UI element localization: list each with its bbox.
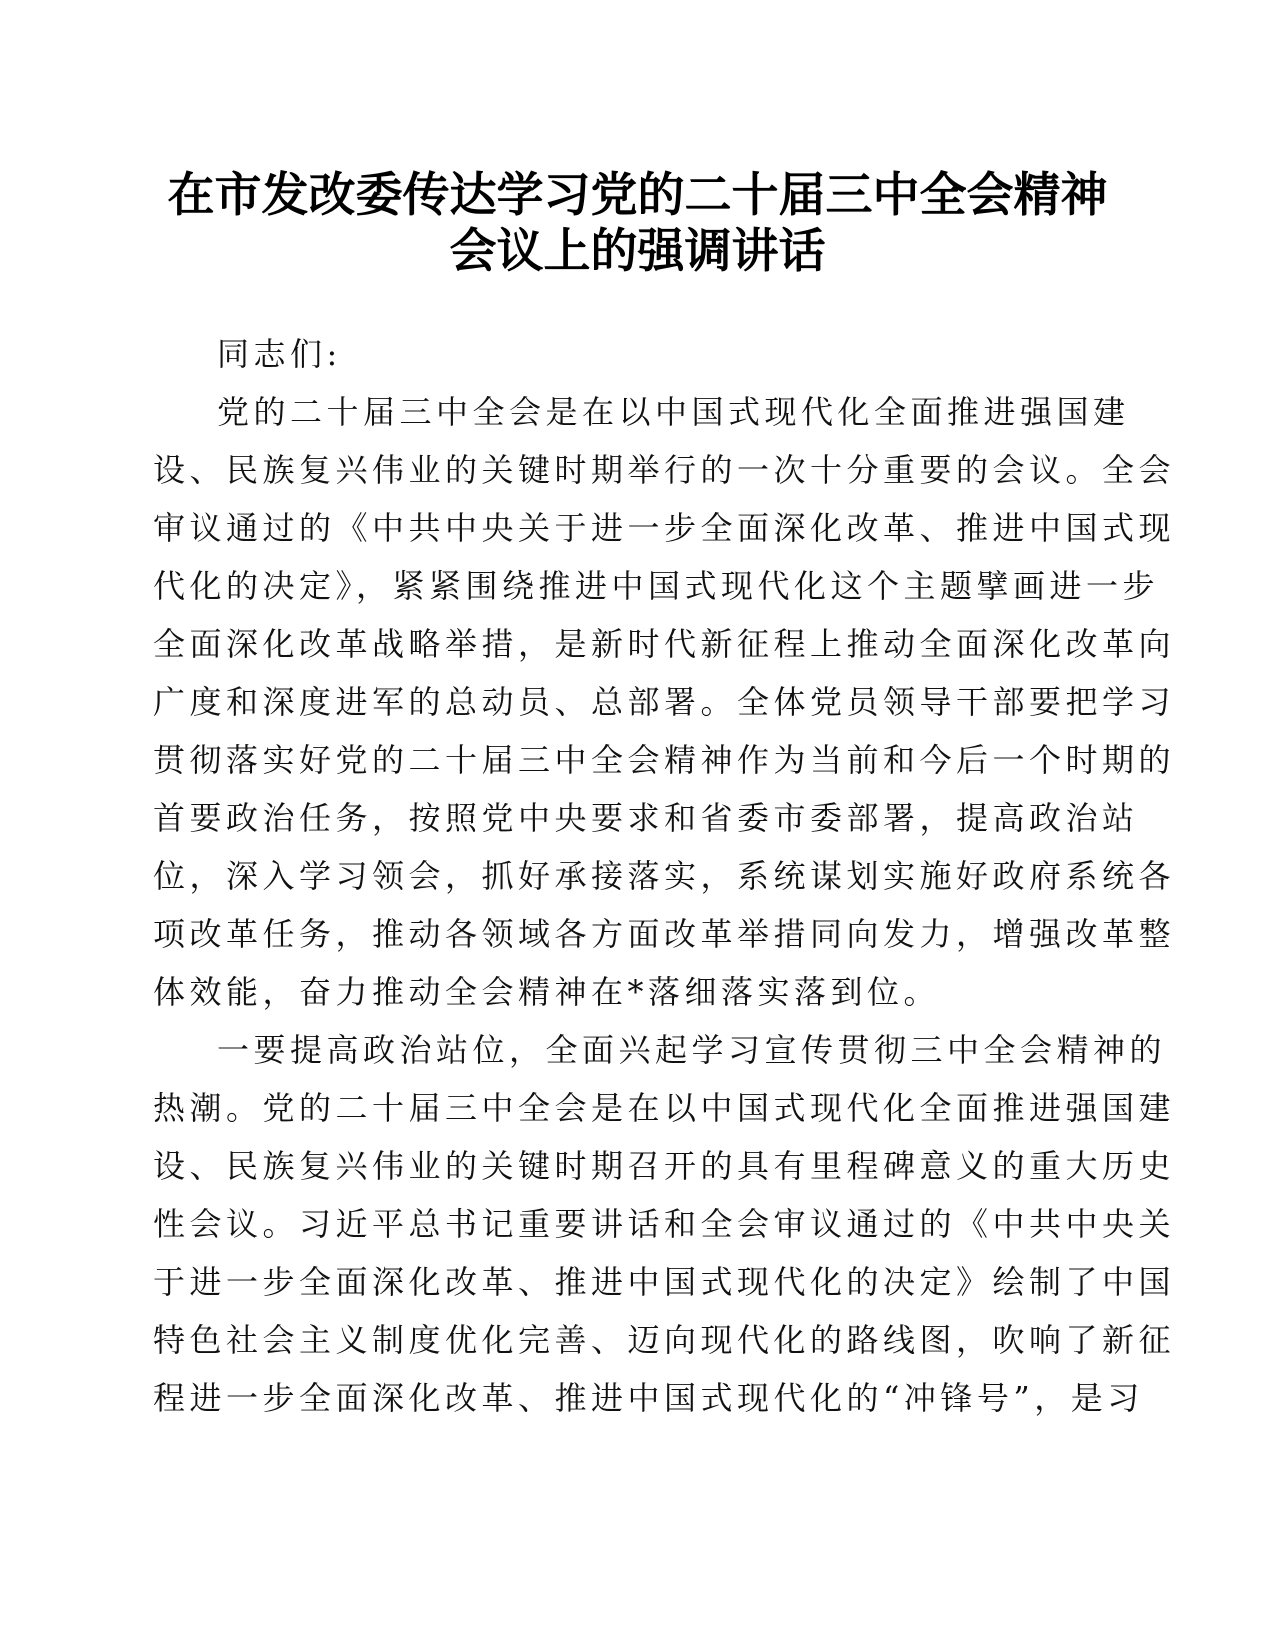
paragraph-line: 全面深化改革战略举措，是新时代新征程上推动全面深化改革向	[153, 625, 1176, 663]
salutation: 同志们:	[217, 335, 342, 373]
paragraph-line: 一要提高政治站位，全面兴起学习宣传贯彻三中全会精神的	[217, 1031, 1167, 1069]
paragraph-line: 贯彻落实好党的二十届三中全会精神作为当前和今后一个时期的	[153, 741, 1176, 779]
title-line-2: 会议上的强调讲话	[449, 224, 826, 279]
paragraph-1	[153, 383, 1176, 1021]
paragraph-line: 位，深入学习领会，抓好承接落实，系统谋划实施好政府系统各	[153, 857, 1176, 895]
paragraph-line: 项改革任务，推动各领域各方面改革举措同向发力，增强改革整	[153, 915, 1176, 953]
paragraph-line: 体效能，奋力推动全会精神在*落细落实落到位。	[153, 973, 941, 1011]
title-line-1: 在市发改委传达学习党的二十届三中全会精神	[167, 168, 1108, 223]
paragraph-line: 设、民族复兴伟业的关键时期召开的具有里程碑意义的重大历史	[153, 1147, 1176, 1185]
paragraph-line: 程进一步全面深化改革、推进中国式现代化的“冲锋号”，是习	[153, 1379, 1144, 1417]
paragraph-2	[153, 1021, 1176, 1427]
paragraph-line: 广度和深度进军的总动员、总部署。全体党员领导干部要把学习	[153, 683, 1176, 721]
paragraph-line: 审议通过的《中共中央关于进一步全面深化改革、推进中国式现	[153, 509, 1176, 547]
paragraph-line: 党的二十届三中全会是在以中国式现代化全面推进强国建	[217, 393, 1130, 431]
document-title	[150, 168, 1125, 280]
paragraph-line: 代化的决定》，紧紧围绕推进中国式现代化这个主题擘画进一步	[153, 567, 1160, 605]
document-body	[153, 325, 1176, 1427]
paragraph-line: 特色社会主义制度优化完善、迈向现代化的路线图，吹响了新征	[153, 1321, 1176, 1359]
paragraph-line: 于进一步全面深化改革、推进中国式现代化的决定》绘制了中国	[153, 1263, 1176, 1301]
paragraph-line: 设、民族复兴伟业的关键时期举行的一次十分重要的会议。全会	[153, 451, 1176, 489]
paragraph-line: 性会议。习近平总书记重要讲话和全会审议通过的《中共中央关	[153, 1205, 1176, 1243]
paragraph-line: 热潮。党的二十届三中全会是在以中国式现代化全面推进强国建	[153, 1089, 1176, 1127]
paragraph-line: 首要政治任务，按照党中央要求和省委市委部署，提高政治站	[153, 799, 1139, 837]
